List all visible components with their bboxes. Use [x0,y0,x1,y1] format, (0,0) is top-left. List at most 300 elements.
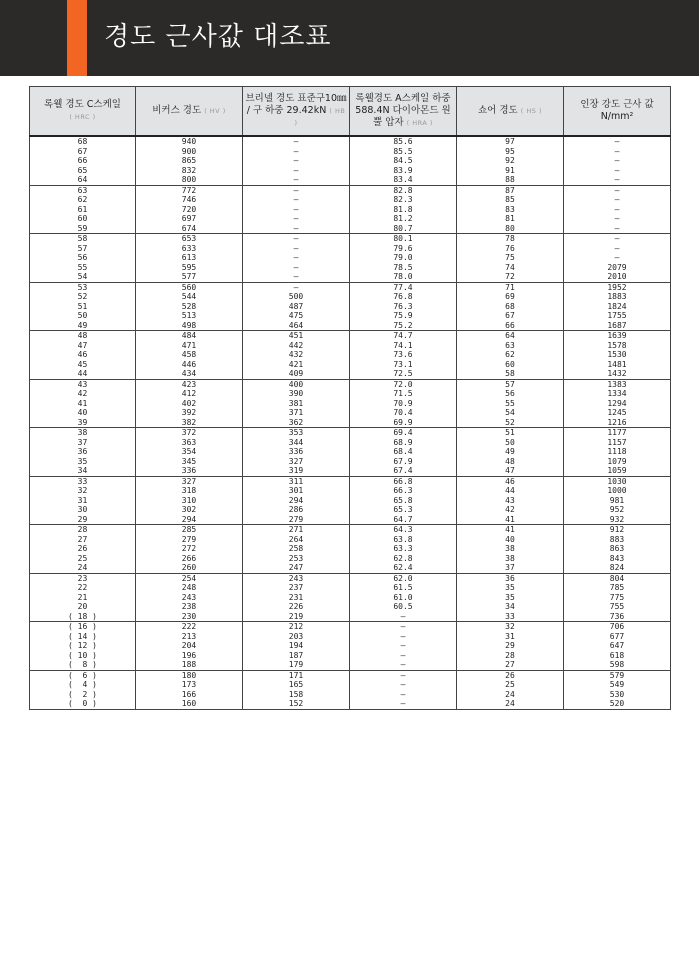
hra-cell: – [350,632,457,642]
tensile-cell: 2010 [564,272,671,282]
hs-cell: 36 [457,573,564,583]
hv-cell: 528 [136,302,243,312]
hv-cell: 354 [136,447,243,457]
tensile-cell: 520 [564,699,671,709]
hb-cell: – [243,214,350,224]
hra-cell: 62.4 [350,563,457,573]
hs-cell: 48 [457,457,564,467]
hv-cell: 513 [136,311,243,321]
tensile-cell: 981 [564,496,671,506]
hra-cell: 61.0 [350,593,457,603]
tensile-cell: 647 [564,641,671,651]
hrc-cell: 27 [30,535,136,545]
tensile-cell: 883 [564,535,671,545]
table-row [30,350,671,360]
hra-cell: 67.4 [350,466,457,476]
tensile-cell: 1216 [564,418,671,428]
hra-cell: 74.7 [350,331,457,341]
table-header-row [30,87,671,137]
hs-cell: 68 [457,302,564,312]
hs-cell: 31 [457,632,564,642]
hra-cell: 63.3 [350,544,457,554]
hv-cell: 633 [136,244,243,254]
hs-cell: 38 [457,554,564,564]
hra-cell: 83.4 [350,175,457,185]
hs-cell: 66 [457,321,564,331]
hra-cell: 64.3 [350,525,457,535]
hra-cell: 66.8 [350,476,457,486]
hrc-cell: 25 [30,554,136,564]
tensile-cell: 1755 [564,311,671,321]
hrc-cell: 28 [30,525,136,535]
hb-cell: 409 [243,369,350,379]
hv-cell: 318 [136,486,243,496]
tensile-cell: 549 [564,680,671,690]
hv-cell: 498 [136,321,243,331]
hv-cell: 160 [136,699,243,709]
hb-cell: 475 [243,311,350,321]
hrc-cell: 61 [30,205,136,215]
column-label: 인장 강도 근사 값 N/mm² [580,99,654,122]
hs-cell: 35 [457,593,564,603]
hv-cell: 382 [136,418,243,428]
hra-cell: 67.9 [350,457,457,467]
hra-cell: – [350,670,457,680]
hra-cell: 72.5 [350,369,457,379]
hra-cell: 80.7 [350,224,457,234]
hb-cell: – [243,147,350,157]
hs-cell: 60 [457,360,564,370]
table-row [30,272,671,282]
hra-cell: 68.4 [350,447,457,457]
column-unit: ( HRC ) [69,113,96,121]
table-row [30,166,671,176]
hs-cell: 87 [457,185,564,195]
hrc-cell: 41 [30,399,136,409]
column-unit: ( HV ) [204,107,226,115]
hb-cell: – [243,156,350,166]
hra-cell: 81.8 [350,205,457,215]
hs-cell: 41 [457,515,564,525]
tensile-cell: 843 [564,554,671,564]
hra-cell: 80.1 [350,234,457,244]
hs-cell: 57 [457,379,564,389]
tensile-cell: – [564,234,671,244]
hb-cell: 464 [243,321,350,331]
table-row [30,515,671,525]
tensile-cell: 2079 [564,263,671,273]
table-body [30,136,671,709]
table-row [30,632,671,642]
hrc-cell: 21 [30,593,136,603]
table-row [30,331,671,341]
hb-cell: 371 [243,408,350,418]
hb-cell: 212 [243,622,350,632]
hv-cell: 222 [136,622,243,632]
hb-cell: – [243,136,350,147]
hrc-cell: 52 [30,292,136,302]
hrc-cell: 42 [30,389,136,399]
hb-cell: 294 [243,496,350,506]
table-row [30,438,671,448]
column-label: 록웰 경도 C스케일 [44,99,121,110]
hb-cell: 253 [243,554,350,564]
table-row [30,253,671,263]
hs-cell: 83 [457,205,564,215]
hra-cell: 61.5 [350,583,457,593]
hv-cell: 213 [136,632,243,642]
hv-cell: 720 [136,205,243,215]
hv-cell: 173 [136,680,243,690]
table-row [30,699,671,709]
tensile-cell: 1000 [564,486,671,496]
column-header-hrc [30,87,136,137]
hv-cell: 613 [136,253,243,263]
tensile-cell: 1334 [564,389,671,399]
hv-cell: 230 [136,612,243,622]
hb-cell: 231 [243,593,350,603]
hra-cell: 69.4 [350,428,457,438]
table-row [30,341,671,351]
table-row [30,563,671,573]
hs-cell: 72 [457,272,564,282]
table-row [30,457,671,467]
hra-cell: 84.5 [350,156,457,166]
hs-cell: 69 [457,292,564,302]
table-row [30,321,671,331]
hb-cell: 286 [243,505,350,515]
hv-cell: 243 [136,593,243,603]
hv-cell: 196 [136,651,243,661]
hrc-cell: 43 [30,379,136,389]
column-unit: ( HB ) [294,107,346,127]
tensile-cell: 1030 [564,476,671,486]
hv-cell: 345 [136,457,243,467]
hv-cell: 832 [136,166,243,176]
tensile-cell: 1530 [564,350,671,360]
hb-cell: 158 [243,690,350,700]
hv-cell: 484 [136,331,243,341]
tensile-cell: 1481 [564,360,671,370]
hrc-cell: 34 [30,466,136,476]
hra-cell: – [350,641,457,651]
table-row [30,282,671,292]
hb-cell: 442 [243,341,350,351]
tensile-cell: – [564,214,671,224]
table-row [30,573,671,583]
hra-cell: 78.0 [350,272,457,282]
hra-cell: 71.5 [350,389,457,399]
table-row [30,496,671,506]
hra-cell: – [350,651,457,661]
hra-cell: 65.8 [350,496,457,506]
hb-cell: 381 [243,399,350,409]
hra-cell: 65.3 [350,505,457,515]
table-row [30,486,671,496]
hv-cell: 238 [136,602,243,612]
table-row [30,185,671,195]
tensile-cell: – [564,166,671,176]
hra-cell: 62.0 [350,573,457,583]
table-row [30,311,671,321]
hv-cell: 392 [136,408,243,418]
hrc-cell: 68 [30,136,136,147]
hv-cell: 294 [136,515,243,525]
hrc-cell: ( 4 ) [30,680,136,690]
table-row [30,447,671,457]
hs-cell: 81 [457,214,564,224]
tensile-cell: 579 [564,670,671,680]
tensile-cell: 755 [564,602,671,612]
hs-cell: 27 [457,660,564,670]
hv-cell: 285 [136,525,243,535]
tensile-cell: 785 [564,583,671,593]
hb-cell: 165 [243,680,350,690]
hv-cell: 434 [136,369,243,379]
hv-cell: 248 [136,583,243,593]
header-accent-stripe [67,0,87,76]
hb-cell: – [243,263,350,273]
hv-cell: 204 [136,641,243,651]
hrc-cell: 36 [30,447,136,457]
table-row [30,389,671,399]
hv-cell: 260 [136,563,243,573]
hb-cell: 432 [243,350,350,360]
table-row [30,651,671,661]
hs-cell: 63 [457,341,564,351]
table-row [30,544,671,554]
hv-cell: 423 [136,379,243,389]
hrc-cell: 23 [30,573,136,583]
table-row [30,428,671,438]
hs-cell: 24 [457,699,564,709]
tensile-cell: 1883 [564,292,671,302]
hv-cell: 402 [136,399,243,409]
hra-cell: 75.9 [350,311,457,321]
hv-cell: 458 [136,350,243,360]
hardness-conversion-table [29,86,671,710]
table-row [30,670,671,680]
tensile-cell: 1578 [564,341,671,351]
hra-cell: 76.8 [350,292,457,302]
table-row [30,690,671,700]
tensile-cell: 618 [564,651,671,661]
hs-cell: 95 [457,147,564,157]
tensile-cell: 677 [564,632,671,642]
hb-cell: – [243,234,350,244]
hrc-cell: ( 2 ) [30,690,136,700]
hb-cell: 243 [243,573,350,583]
table-row [30,535,671,545]
column-label: 비커스 경도 [152,105,202,116]
hrc-cell: 58 [30,234,136,244]
hb-cell: 319 [243,466,350,476]
table-row [30,593,671,603]
table-row [30,244,671,254]
hra-cell: 78.5 [350,263,457,273]
hs-cell: 71 [457,282,564,292]
tensile-cell: 736 [564,612,671,622]
table-row [30,195,671,205]
tensile-cell: – [564,224,671,234]
tensile-cell: – [564,136,671,147]
hb-cell: – [243,175,350,185]
hb-cell: 171 [243,670,350,680]
table-row [30,525,671,535]
hb-cell: 451 [243,331,350,341]
hb-cell: 258 [243,544,350,554]
hrc-cell: 59 [30,224,136,234]
hb-cell: 187 [243,651,350,661]
hrc-cell: 67 [30,147,136,157]
hra-cell: 77.4 [350,282,457,292]
column-label: 브리넬 경도 표준구10㎜ / 구 하중 29.42kN [245,93,347,116]
tensile-cell: 706 [564,622,671,632]
hra-cell: 79.6 [350,244,457,254]
tensile-cell: 863 [564,544,671,554]
hb-cell: – [243,195,350,205]
tensile-cell: – [564,244,671,254]
tensile-cell: 912 [564,525,671,535]
hv-cell: 746 [136,195,243,205]
hs-cell: 67 [457,311,564,321]
hra-cell: 60.5 [350,602,457,612]
hs-cell: 32 [457,622,564,632]
hv-cell: 363 [136,438,243,448]
hrc-cell: 47 [30,341,136,351]
hrc-cell: 30 [30,505,136,515]
hrc-cell: 51 [30,302,136,312]
hrc-cell: 35 [30,457,136,467]
hrc-cell: 29 [30,515,136,525]
table-row [30,156,671,166]
hs-cell: 42 [457,505,564,515]
hs-cell: 58 [457,369,564,379]
hv-cell: 446 [136,360,243,370]
hs-cell: 74 [457,263,564,273]
tensile-cell: – [564,205,671,215]
hrc-cell: 33 [30,476,136,486]
hv-cell: 772 [136,185,243,195]
hs-cell: 33 [457,612,564,622]
hrc-cell: 45 [30,360,136,370]
tensile-cell: – [564,156,671,166]
hs-cell: 35 [457,583,564,593]
hrc-cell: 48 [30,331,136,341]
table-row [30,602,671,612]
hs-cell: 92 [457,156,564,166]
tensile-cell: 1383 [564,379,671,389]
tensile-cell: 1157 [564,438,671,448]
hrc-cell: 63 [30,185,136,195]
hrc-cell: 31 [30,496,136,506]
hs-cell: 78 [457,234,564,244]
hrc-cell: 46 [30,350,136,360]
table-row [30,214,671,224]
column-label: 록웰경도 A스케일 하중 588.4N 다이아몬드 원뿔 압자 [355,93,451,128]
hrc-cell: 24 [30,563,136,573]
hrc-cell: ( 14 ) [30,632,136,642]
tensile-cell: 1118 [564,447,671,457]
hv-cell: 279 [136,535,243,545]
hv-cell: 336 [136,466,243,476]
hb-cell: 219 [243,612,350,622]
hra-cell: 64.7 [350,515,457,525]
hb-cell: 421 [243,360,350,370]
hrc-cell: 62 [30,195,136,205]
tensile-cell: 1294 [564,399,671,409]
hra-cell: – [350,690,457,700]
hrc-cell: 56 [30,253,136,263]
tensile-cell: – [564,253,671,263]
tensile-cell: 1687 [564,321,671,331]
hv-cell: 595 [136,263,243,273]
hra-cell: – [350,622,457,632]
table-row [30,379,671,389]
hrc-cell: 20 [30,602,136,612]
hs-cell: 91 [457,166,564,176]
hrc-cell: 54 [30,272,136,282]
tensile-cell: – [564,175,671,185]
hs-cell: 41 [457,525,564,535]
hrc-cell: 57 [30,244,136,254]
hrc-cell: 66 [30,156,136,166]
hb-cell: – [243,166,350,176]
hv-cell: 302 [136,505,243,515]
tensile-cell: 775 [564,593,671,603]
tensile-cell: 1824 [564,302,671,312]
hra-cell: – [350,680,457,690]
hrc-cell: ( 6 ) [30,670,136,680]
tensile-cell: 1177 [564,428,671,438]
hb-cell: 336 [243,447,350,457]
hs-cell: 24 [457,690,564,700]
hv-cell: 865 [136,156,243,166]
hs-cell: 28 [457,651,564,661]
hrc-cell: 49 [30,321,136,331]
hrc-cell: 32 [30,486,136,496]
hb-cell: – [243,272,350,282]
hrc-cell: 38 [30,428,136,438]
tensile-cell: 530 [564,690,671,700]
table-row [30,136,671,147]
hv-cell: 900 [136,147,243,157]
hv-cell: 940 [136,136,243,147]
table-row [30,369,671,379]
tensile-cell: – [564,195,671,205]
hv-cell: 266 [136,554,243,564]
hs-cell: 44 [457,486,564,496]
hra-cell: 62.8 [350,554,457,564]
hra-cell: 66.3 [350,486,457,496]
hv-cell: 800 [136,175,243,185]
hb-cell: 344 [243,438,350,448]
table-row [30,399,671,409]
hb-cell: 247 [243,563,350,573]
hra-cell: 83.9 [350,166,457,176]
hs-cell: 62 [457,350,564,360]
hrc-cell: 50 [30,311,136,321]
hb-cell: – [243,205,350,215]
table-row [30,418,671,428]
table-row [30,476,671,486]
hrc-cell: 55 [30,263,136,273]
hrc-cell: ( 8 ) [30,660,136,670]
hs-cell: 64 [457,331,564,341]
hs-cell: 47 [457,466,564,476]
hra-cell: 68.9 [350,438,457,448]
hra-cell: 82.3 [350,195,457,205]
